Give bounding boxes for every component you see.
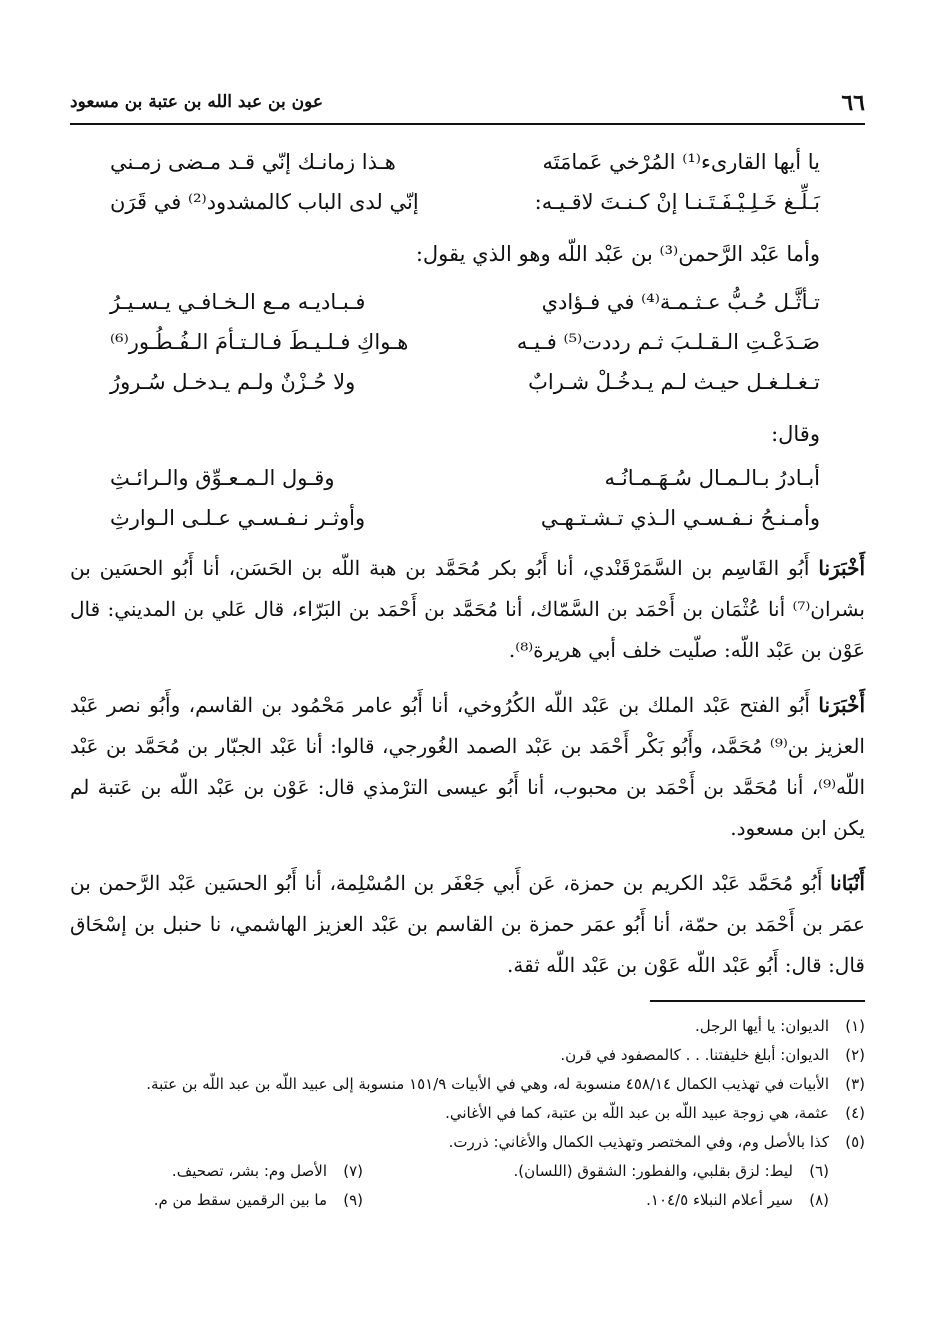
verse-line <box>110 190 820 230</box>
verse-hemistich-first: تـأثَّـل حُـبُّ عـثـمـة⁽⁴⁾ في فـؤادي <box>541 290 820 314</box>
verse-intro-1: وأما عَبْد الرَّحمن⁽³⁾ بن عَبْد اللّه وهو الذي يقول: <box>415 242 820 266</box>
paragraph-lead-word: أَخْبَرَنا <box>818 693 865 717</box>
footnote-number: (٥) <box>845 1133 865 1151</box>
footnote-text: كذا بالأصل وم، وفي المختصر وتهذيب الكمال والأغاني: ذررت. <box>448 1133 829 1151</box>
footnote-number: (٩) <box>343 1191 363 1209</box>
paragraph <box>70 685 865 849</box>
footnote-text: الديوان: يا أيها الرجل. <box>694 1017 829 1035</box>
footnote <box>70 1070 865 1099</box>
page-header <box>70 84 865 124</box>
footnote <box>70 1041 865 1070</box>
footnote <box>154 1186 363 1215</box>
verse-line <box>110 330 820 370</box>
footnote-number: (١) <box>845 1017 865 1035</box>
verse-hemistich-second: وقـول الـمـعـوِّق والـرائـثِ <box>110 466 335 490</box>
footnote-text: الديوان: أبلغ خليفتنا. . . كالمصفود في قرن. <box>560 1046 829 1064</box>
running-title: عون بن عبد الله بن عتبة بن مسعود <box>70 92 324 112</box>
verse-hemistich-first: أبـادرُ بـالـمـال سُـهَـمـانُـه <box>604 466 820 490</box>
footnote <box>393 1186 829 1215</box>
verse-intro-2: وقال: <box>771 422 820 446</box>
paragraph-text: أَبُو القَاسِم بن السَّمَرْقَنْدي، أنا أَبُو بكر مُحَمَّد بن هبة اللّه بن الحَسَن، أنا أَبُو الحسَين بن بشران⁽⁷⁾ أنا عُثْمَان بن أَحْمَد بن السَّمّاك، أنا مُحَمَّد بن أَحْمَد بن البَرّاء، قال عَلي بن المديني: قال عَوْن بن عَبْد اللّه: صلّيت خلف أبي هريرة⁽⁸⁾. <box>70 556 865 662</box>
footnote <box>70 1099 865 1128</box>
verse-hemistich-first: يا أيها القارىء⁽¹⁾ المُرْخي عَمامَتَه <box>542 150 820 174</box>
verse-line <box>110 466 820 506</box>
footnote-number: (٦) <box>809 1162 829 1180</box>
verse-block-3 <box>110 466 820 546</box>
verse-hemistich-second: هـذا زمانـك إنّي قـد مـضى زمـني <box>110 150 396 174</box>
footnotes <box>70 1012 865 1215</box>
footnote-number: (٤) <box>845 1104 865 1122</box>
footnote-text: الأصل وم: بشر، تصحيف. <box>171 1162 327 1180</box>
footnote-rule <box>650 1000 865 1002</box>
verse-line <box>110 370 820 410</box>
footnote <box>70 1012 865 1041</box>
verse-hemistich-second: ولا حُـزْنٌ ولـم يـدخـل سُـرورُ <box>110 370 356 394</box>
paragraph <box>70 863 865 986</box>
paragraph-text: أَبُو مُحَمَّد عَبْد الكريم بن حمزة، عَن أَبي جَعْفَر بن المُسْلِمة، أنا أَبُو الحسَين عَبْد الرَّحمن بن عمَر بن أَحْمَد بن حمّة، أنا أَبُو عمَر حمزة بن القاسم بن عَبْد العزيز الهاشمي، نا حنبل بن إسْحَاق قال: قال: أَبُو عَبْد اللّه عَوْن بن عَبْد اللّه ثقة. <box>70 871 865 977</box>
verse-line <box>110 150 820 190</box>
paragraph-lead-word: أَخْبَرَنا <box>818 556 865 580</box>
footnote <box>70 1128 865 1157</box>
verse-hemistich-first: تـغـلـغـل حيـث لـم يـدخُـلْ شـرابٌ <box>528 370 820 394</box>
prose-body <box>70 548 865 1000</box>
footnote-text: سير أعلام النبلاء ١٠٤/٥. <box>646 1191 793 1209</box>
footnote <box>172 1157 363 1186</box>
page-number: ٦٦ <box>841 90 865 116</box>
footnote-text: عثمة، هي زوجة عبيد اللّه بن عبد اللّه بن عتبة، كما في الأغاني. <box>445 1104 829 1122</box>
verse-line <box>110 506 820 546</box>
footnote-number: (٢) <box>845 1046 865 1064</box>
paragraph-lead-word: أَنْبَانا <box>830 871 865 895</box>
footnote-text: ما بين الرقمين سقط من م. <box>153 1191 327 1209</box>
verse-hemistich-first: وأمـنـحُ نـفـسـي الـذي تـشـتـهـي <box>540 506 820 530</box>
verse-block-1 <box>110 150 820 230</box>
verse-hemistich-second: إنّي لدى الباب كالمشدود⁽²⁾ في قَرَن <box>110 190 419 214</box>
footnote-number: (٧) <box>343 1162 363 1180</box>
footnote-number: (٨) <box>809 1191 829 1209</box>
verse-hemistich-second: فـبـاديـه مـع الـخـافـي يـسـيـرُ <box>110 290 366 314</box>
footnote-pair <box>70 1157 865 1186</box>
verse-hemistich-first: بَـلِّـغ خَـلِـيْـفَـتَـنـا إنْ كـنـتَ لاقـيـه: <box>534 190 820 214</box>
verse-block-2 <box>110 290 820 410</box>
footnote-text: الأبيات في تهذيب الكمال ٤٥٨/١٤ منسوبة له، وهي في الأبيات ١٥١/٩ منسوبة إلى عبيد اللّه بن عبد اللّه بن عتبة. <box>146 1075 829 1093</box>
verse-hemistich-first: صَـدَعْـتِ الـقـلـبَ ثـم رددت⁽⁵⁾ فـيـه <box>516 330 820 354</box>
verse-hemistich-second: وأوثـر نـفـسـي عـلـى الـوارثِ <box>110 506 366 530</box>
verse-line <box>110 290 820 330</box>
footnote-pair <box>70 1186 865 1215</box>
footnote <box>393 1157 829 1186</box>
header-rule <box>70 123 865 125</box>
footnote-text: ليط: لزق بقلبي، والفطور: الشقوق (اللسان). <box>513 1162 793 1180</box>
verse-hemistich-second: هـواكِ فـلـيـطَ فـالـتـأمَ الـفُـطُـور⁽⁶⁾ <box>110 330 409 354</box>
paragraph <box>70 548 865 671</box>
footnote-number: (٣) <box>845 1075 865 1093</box>
paragraph-text: أَبُو الفتح عَبْد الملك بن عَبْد اللّه الكُرُوخي، أنا أَبُو عامر مَحْمُود بن القاسم، وأَبُو نصر عَبْد العزيز بن⁽⁹⁾ مُحَمَّد، وأَبُو بَكْر أَحْمَد بن عَبْد الصمد الغُورجي، قالوا: أنا عَبْد الجبّار بن مُحَمَّد بن عَبْد اللّه⁽⁹⁾، أنا مُحَمَّد بن أَحْمَد بن محبوب، أنا أَبُو عيسى الترْمذي قال: عَوْن بن عَبْد اللّه بن عَتبة لم يكن ابن مسعود. <box>70 693 865 840</box>
